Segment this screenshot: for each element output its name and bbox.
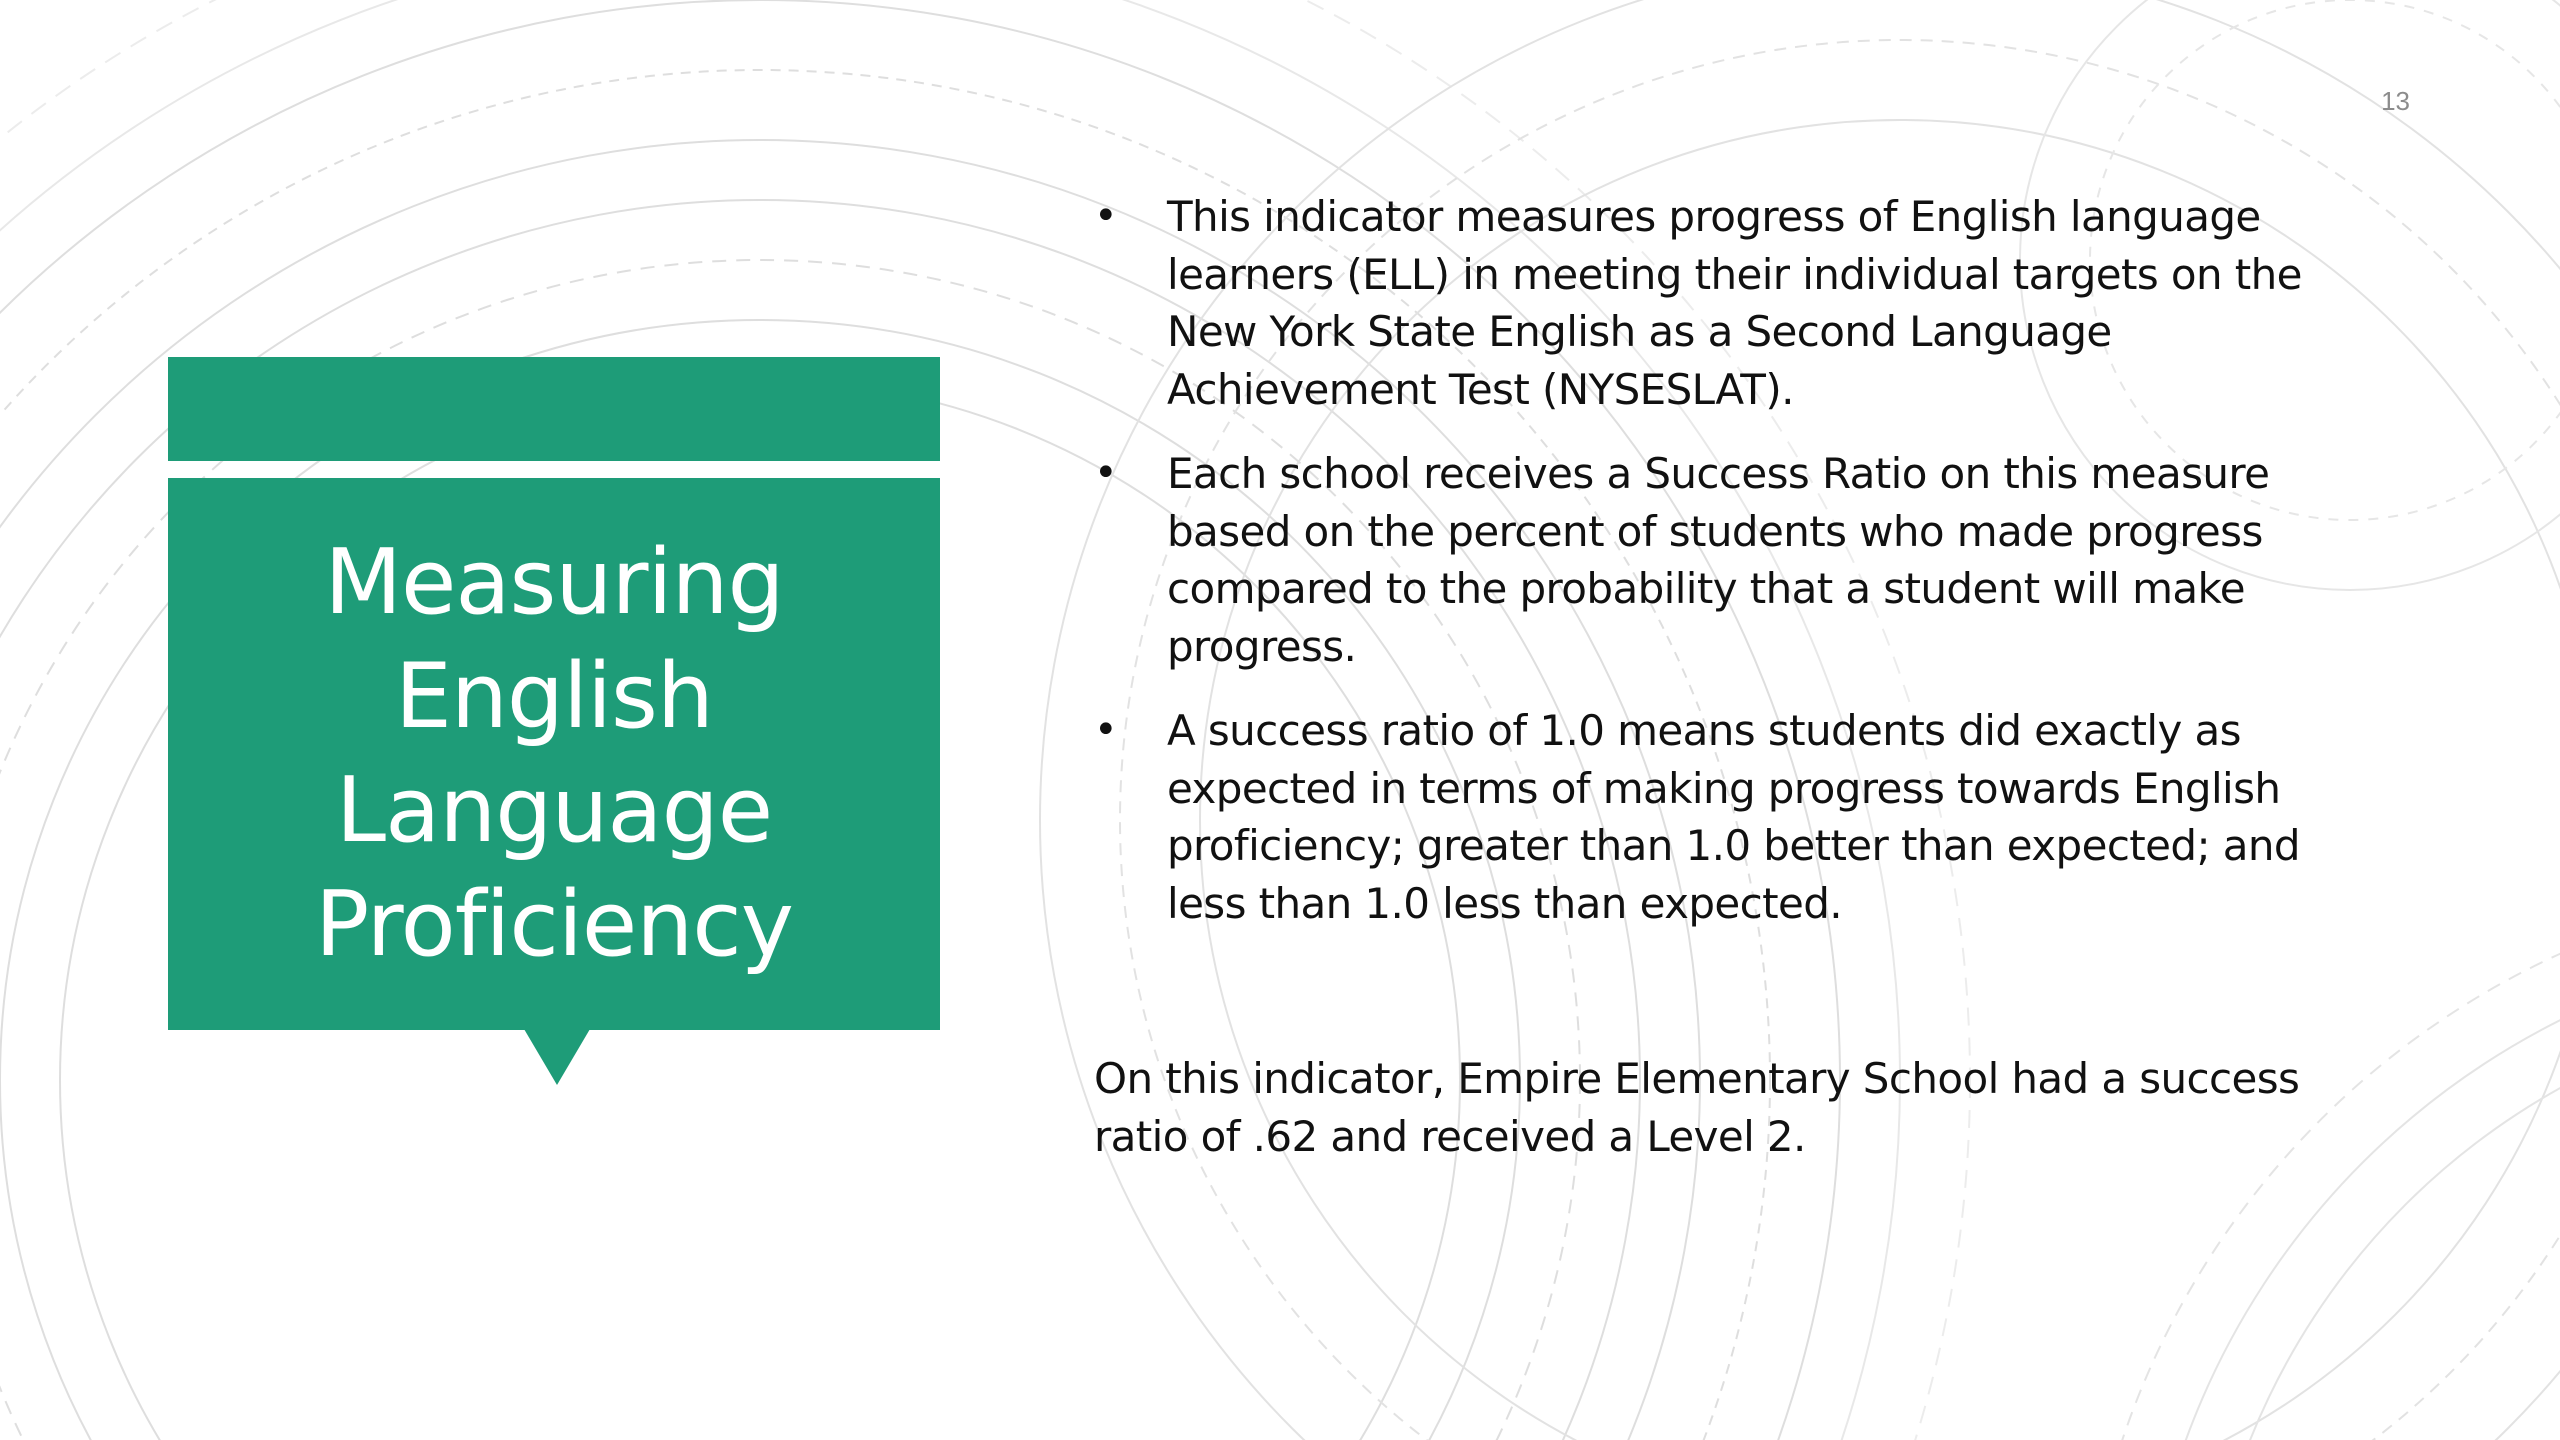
- bullet-text: Each school receives a Success Ratio on this measure based on the percent of students who made progress compared to the probability that a student will make progress.: [1167, 449, 2270, 671]
- title-callout-box: [168, 478, 940, 1030]
- bullet-text: A success ratio of 1.0 means students did exactly as expected in terms of making progress towards English proficiency; greater than 1.0 better than expected; and less than 1.0 less than expected.: [1167, 706, 2300, 928]
- slide-number: 13: [2381, 86, 2410, 116]
- title-accent-bar: [168, 357, 940, 461]
- slide-title: [315, 526, 793, 982]
- bullet-marker: •: [1094, 450, 1117, 496]
- callout-pointer: [524, 1029, 590, 1085]
- bullet-item: [1094, 188, 2384, 418]
- title-line: Language: [335, 758, 773, 863]
- bullet-item: [1094, 702, 2384, 932]
- bullet-text: This indicator measures progress of English language learners (ELL) in meeting their individual targets on the New York State English as a Second Language Achievement Test (NYSESLAT).: [1167, 192, 2302, 414]
- bullet-item: [1094, 445, 2384, 675]
- bullet-marker: •: [1094, 707, 1117, 753]
- title-line: Proficiency: [314, 872, 794, 977]
- title-line: English: [395, 644, 713, 749]
- bullet-marker: •: [1094, 193, 1117, 239]
- slide-content: [1094, 188, 2384, 1165]
- summary-paragraph: On this indicator, Empire Elementary School had a success ratio of .62 and received a Level 2.: [1094, 1054, 2300, 1161]
- bullet-list: [1094, 188, 2384, 932]
- title-line: Measuring: [324, 530, 784, 635]
